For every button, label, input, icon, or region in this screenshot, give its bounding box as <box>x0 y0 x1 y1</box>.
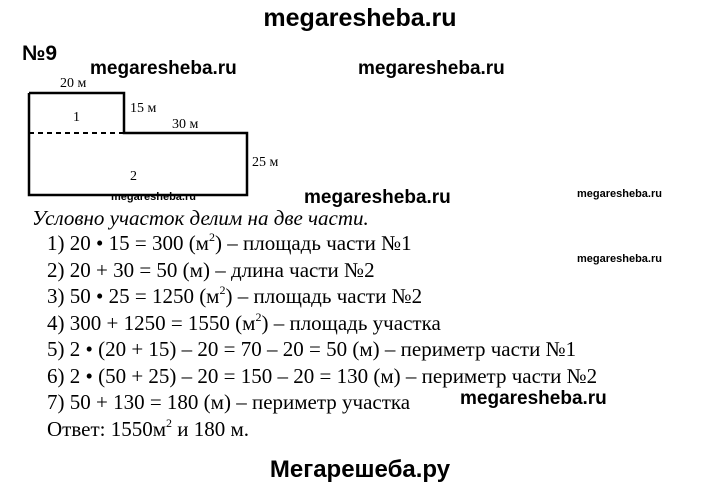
solution-step <box>47 310 720 337</box>
label-top-width: 20 м <box>60 76 87 91</box>
label-part-1: 1 <box>73 110 80 125</box>
solution-step <box>47 389 720 416</box>
step-main: 1) 20 • 15 = 300 (м <box>47 231 209 255</box>
watermark: megaresheba.ru <box>577 253 662 265</box>
step-main: 7) 50 + 130 = 180 (м) – периметр участка <box>47 390 411 414</box>
step-main: 6) 2 • (50 + 25) – 20 = 150 – 20 = 130 (м) – периметр части №2 <box>47 363 598 388</box>
answer-rest: и 180 м. <box>172 416 250 441</box>
site-watermark-header: megaresheba.ru <box>263 4 457 32</box>
step-rest: ) – площадь участка <box>261 310 441 335</box>
problem-number: №9 <box>22 42 58 65</box>
plot-diagram <box>0 70 300 200</box>
step-rest: ) – площадь части №1 <box>214 231 412 255</box>
step-main: 4) 300 + 1250 = 1550 (м <box>47 310 256 335</box>
step-sup: 2 <box>208 230 215 244</box>
solution-step <box>47 363 720 390</box>
label-step-height: 15 м <box>130 101 157 116</box>
solution <box>32 206 720 442</box>
solution-steps <box>47 230 720 416</box>
step-rest: ) – площадь части №2 <box>225 284 423 308</box>
watermark: megaresheba.ru <box>358 58 505 79</box>
label-part-2: 2 <box>130 169 137 184</box>
step-main: 5) 2 • (20 + 15) – 20 = 70 – 20 = 50 (м) – периметр части №1 <box>47 337 577 361</box>
solution-step <box>47 257 720 284</box>
watermark: megaresheba.ru <box>304 187 451 208</box>
watermark: megaresheba.ru <box>111 191 196 203</box>
step-main: 3) 50 • 25 = 1250 (м <box>47 284 220 308</box>
solution-intro: Условно участок делим на две части. <box>32 206 369 230</box>
step-sup: 2 <box>255 309 262 324</box>
label-right-height: 25 м <box>252 155 279 170</box>
step-main: 2) 20 + 30 = 50 (м) – длина части №2 <box>47 257 375 282</box>
watermark: megaresheba.ru <box>90 58 237 79</box>
solution-step <box>47 283 720 310</box>
step-sup: 2 <box>219 283 226 297</box>
watermark: megaresheba.ru <box>460 388 607 409</box>
answer-main: Ответ: 1550м <box>47 416 167 441</box>
solution-step <box>47 230 720 257</box>
watermark: megaresheba.ru <box>577 188 662 200</box>
site-watermark-footer: Мегарешеба.ру <box>269 456 451 483</box>
answer-line <box>47 416 720 442</box>
label-step-width: 30 м <box>172 117 199 132</box>
solution-step <box>47 336 720 363</box>
answer-sup: 2 <box>166 415 173 430</box>
